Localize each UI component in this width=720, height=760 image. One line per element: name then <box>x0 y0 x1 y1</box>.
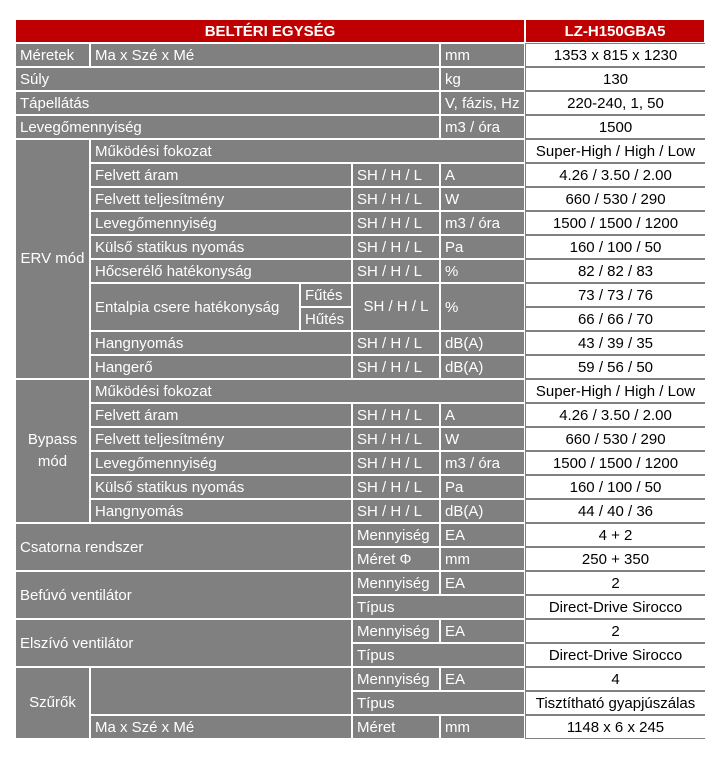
erv-label-airflow: Levegőmennyiség <box>90 211 352 235</box>
bypass-value-airflow: 1500 / 1500 / 1200 <box>525 451 705 475</box>
row-label-dimensions: Méretek <box>15 43 90 67</box>
erv-mode-static-pressure: SH / H / L <box>352 235 440 259</box>
bypass-mode-sound-pressure: SH / H / L <box>352 499 440 523</box>
filters-blank-cell <box>90 667 352 715</box>
filters-size-label: Méret <box>352 715 440 739</box>
bypass-mode-power-input: SH / H / L <box>352 427 440 451</box>
bypass-mode-static-pressure: SH / H / L <box>352 475 440 499</box>
bypass-label-airflow: Levegőmennyiség <box>90 451 352 475</box>
bypass-unit-static-pressure: Pa <box>440 475 525 499</box>
header-model: LZ-H150GBA5 <box>525 19 705 43</box>
erv-label-enthalpy: Entalpia csere hatékonyság <box>90 283 300 331</box>
duct-label: Csatorna rendszer <box>15 523 352 571</box>
erv-value-airflow: 1500 / 1500 / 1200 <box>525 211 705 235</box>
duct-qty-value: 4 + 2 <box>525 523 705 547</box>
filters-type-value: Tisztítható gyapjúszálas <box>525 691 705 715</box>
spec-table <box>15 19 705 743</box>
exhaust-fan-qty-value: 2 <box>525 619 705 643</box>
filters-qty-label: Mennyiség <box>352 667 440 691</box>
erv-enthalpy-heat-label: Fűtés <box>300 283 352 307</box>
filters-qty-unit: EA <box>440 667 525 691</box>
erv-mode-airflow: SH / H / L <box>352 211 440 235</box>
exhaust-fan-type-label: Típus <box>352 643 525 667</box>
erv-unit-airflow: m3 / óra <box>440 211 525 235</box>
erv-mode-heat-exchange: SH / H / L <box>352 259 440 283</box>
bypass-mode-current: SH / H / L <box>352 403 440 427</box>
unit-weight: kg <box>440 67 525 91</box>
bypass-unit-power-input: W <box>440 427 525 451</box>
erv-mode-enthalpy: SH / H / L <box>352 283 440 331</box>
erv-value-enthalpy-cool: 66 / 66 / 70 <box>525 307 705 331</box>
bypass-unit-sound-pressure: dB(A) <box>440 499 525 523</box>
header-title: BELTÉRI EGYSÉG <box>15 19 525 43</box>
erv-label-sound-pressure: Hangnyomás <box>90 331 352 355</box>
bypass-value-current: 4.26 / 3.50 / 2.00 <box>525 403 705 427</box>
erv-enthalpy-cool-label: Hűtés <box>300 307 352 331</box>
filters-label: Szűrők <box>15 667 90 739</box>
duct-size-unit: mm <box>440 547 525 571</box>
supply-fan-label: Befúvó ventilátor <box>15 571 352 619</box>
erv-value-heat-exchange: 82 / 82 / 83 <box>525 259 705 283</box>
bypass-stage-value: Super-High / High / Low <box>525 379 705 403</box>
erv-value-sound-power: 59 / 56 / 50 <box>525 355 705 379</box>
duct-qty-label: Mennyiség <box>352 523 440 547</box>
value-power: 220-240, 1, 50 <box>525 91 705 115</box>
supply-fan-qty-value: 2 <box>525 571 705 595</box>
row-label-weight: Súly <box>15 67 440 91</box>
erv-unit-sound-power: dB(A) <box>440 355 525 379</box>
exhaust-fan-type-value: Direct-Drive Sirocco <box>525 643 705 667</box>
filters-size-value: 1148 x 6 x 245 <box>525 715 705 739</box>
erv-unit-enthalpy: % <box>440 283 525 331</box>
unit-power: V, fázis, Hz <box>440 91 525 115</box>
value-airflow: 1500 <box>525 115 705 139</box>
value-dimensions: 1353 x 815 x 1230 <box>525 43 705 67</box>
filters-dim-label: Ma x Szé x Mé <box>90 715 352 739</box>
erv-label-power-input: Felvett teljesítmény <box>90 187 352 211</box>
erv-label-current: Felvett áram <box>90 163 352 187</box>
filters-type-label: Típus <box>352 691 525 715</box>
bypass-stage-label: Működési fokozat <box>90 379 525 403</box>
unit-airflow: m3 / óra <box>440 115 525 139</box>
bypass-unit-current: A <box>440 403 525 427</box>
erv-stage-value: Super-High / High / Low <box>525 139 705 163</box>
bypass-mode-airflow: SH / H / L <box>352 451 440 475</box>
row-label-power: Tápellátás <box>15 91 440 115</box>
bypass-value-power-input: 660 / 530 / 290 <box>525 427 705 451</box>
erv-value-static-pressure: 160 / 100 / 50 <box>525 235 705 259</box>
exhaust-fan-qty-label: Mennyiség <box>352 619 440 643</box>
duct-size-value: 250 + 350 <box>525 547 705 571</box>
supply-fan-type-label: Típus <box>352 595 525 619</box>
erv-unit-static-pressure: Pa <box>440 235 525 259</box>
supply-fan-type-value: Direct-Drive Sirocco <box>525 595 705 619</box>
group-label-bypass: Bypass mód <box>15 379 90 523</box>
erv-stage-label: Működési fokozat <box>90 139 525 163</box>
bypass-label-current: Felvett áram <box>90 403 352 427</box>
erv-mode-current: SH / H / L <box>352 163 440 187</box>
filters-size-unit: mm <box>440 715 525 739</box>
erv-mode-power-input: SH / H / L <box>352 187 440 211</box>
erv-value-sound-pressure: 43 / 39 / 35 <box>525 331 705 355</box>
bypass-value-sound-pressure: 44 / 40 / 36 <box>525 499 705 523</box>
exhaust-fan-label: Elszívó ventilátor <box>15 619 352 667</box>
bypass-label-sound-pressure: Hangnyomás <box>90 499 352 523</box>
bypass-value-static-pressure: 160 / 100 / 50 <box>525 475 705 499</box>
duct-size-label: Méret Φ <box>352 547 440 571</box>
erv-unit-heat-exchange: % <box>440 259 525 283</box>
erv-value-power-input: 660 / 530 / 290 <box>525 187 705 211</box>
supply-fan-qty-label: Mennyiség <box>352 571 440 595</box>
row-label-airflow: Levegőmennyiség <box>15 115 440 139</box>
erv-mode-sound-power: SH / H / L <box>352 355 440 379</box>
supply-fan-qty-unit: EA <box>440 571 525 595</box>
erv-label-static-pressure: Külső statikus nyomás <box>90 235 352 259</box>
bypass-label-power-input: Felvett teljesítmény <box>90 427 352 451</box>
unit-dimensions: mm <box>440 43 525 67</box>
duct-qty-unit: EA <box>440 523 525 547</box>
erv-label-sound-power: Hangerő <box>90 355 352 379</box>
erv-unit-current: A <box>440 163 525 187</box>
value-weight: 130 <box>525 67 705 91</box>
filters-qty-value: 4 <box>525 667 705 691</box>
row-sublabel-dimensions: Ma x Szé x Mé <box>90 43 440 67</box>
bypass-label-static-pressure: Külső statikus nyomás <box>90 475 352 499</box>
erv-unit-power-input: W <box>440 187 525 211</box>
erv-mode-sound-pressure: SH / H / L <box>352 331 440 355</box>
bypass-unit-airflow: m3 / óra <box>440 451 525 475</box>
exhaust-fan-qty-unit: EA <box>440 619 525 643</box>
group-label-erv: ERV mód <box>15 139 90 379</box>
erv-unit-sound-pressure: dB(A) <box>440 331 525 355</box>
erv-value-current: 4.26 / 3.50 / 2.00 <box>525 163 705 187</box>
erv-label-heat-exchange: Hőcserélő hatékonyság <box>90 259 352 283</box>
erv-value-enthalpy-heat: 73 / 73 / 76 <box>525 283 705 307</box>
